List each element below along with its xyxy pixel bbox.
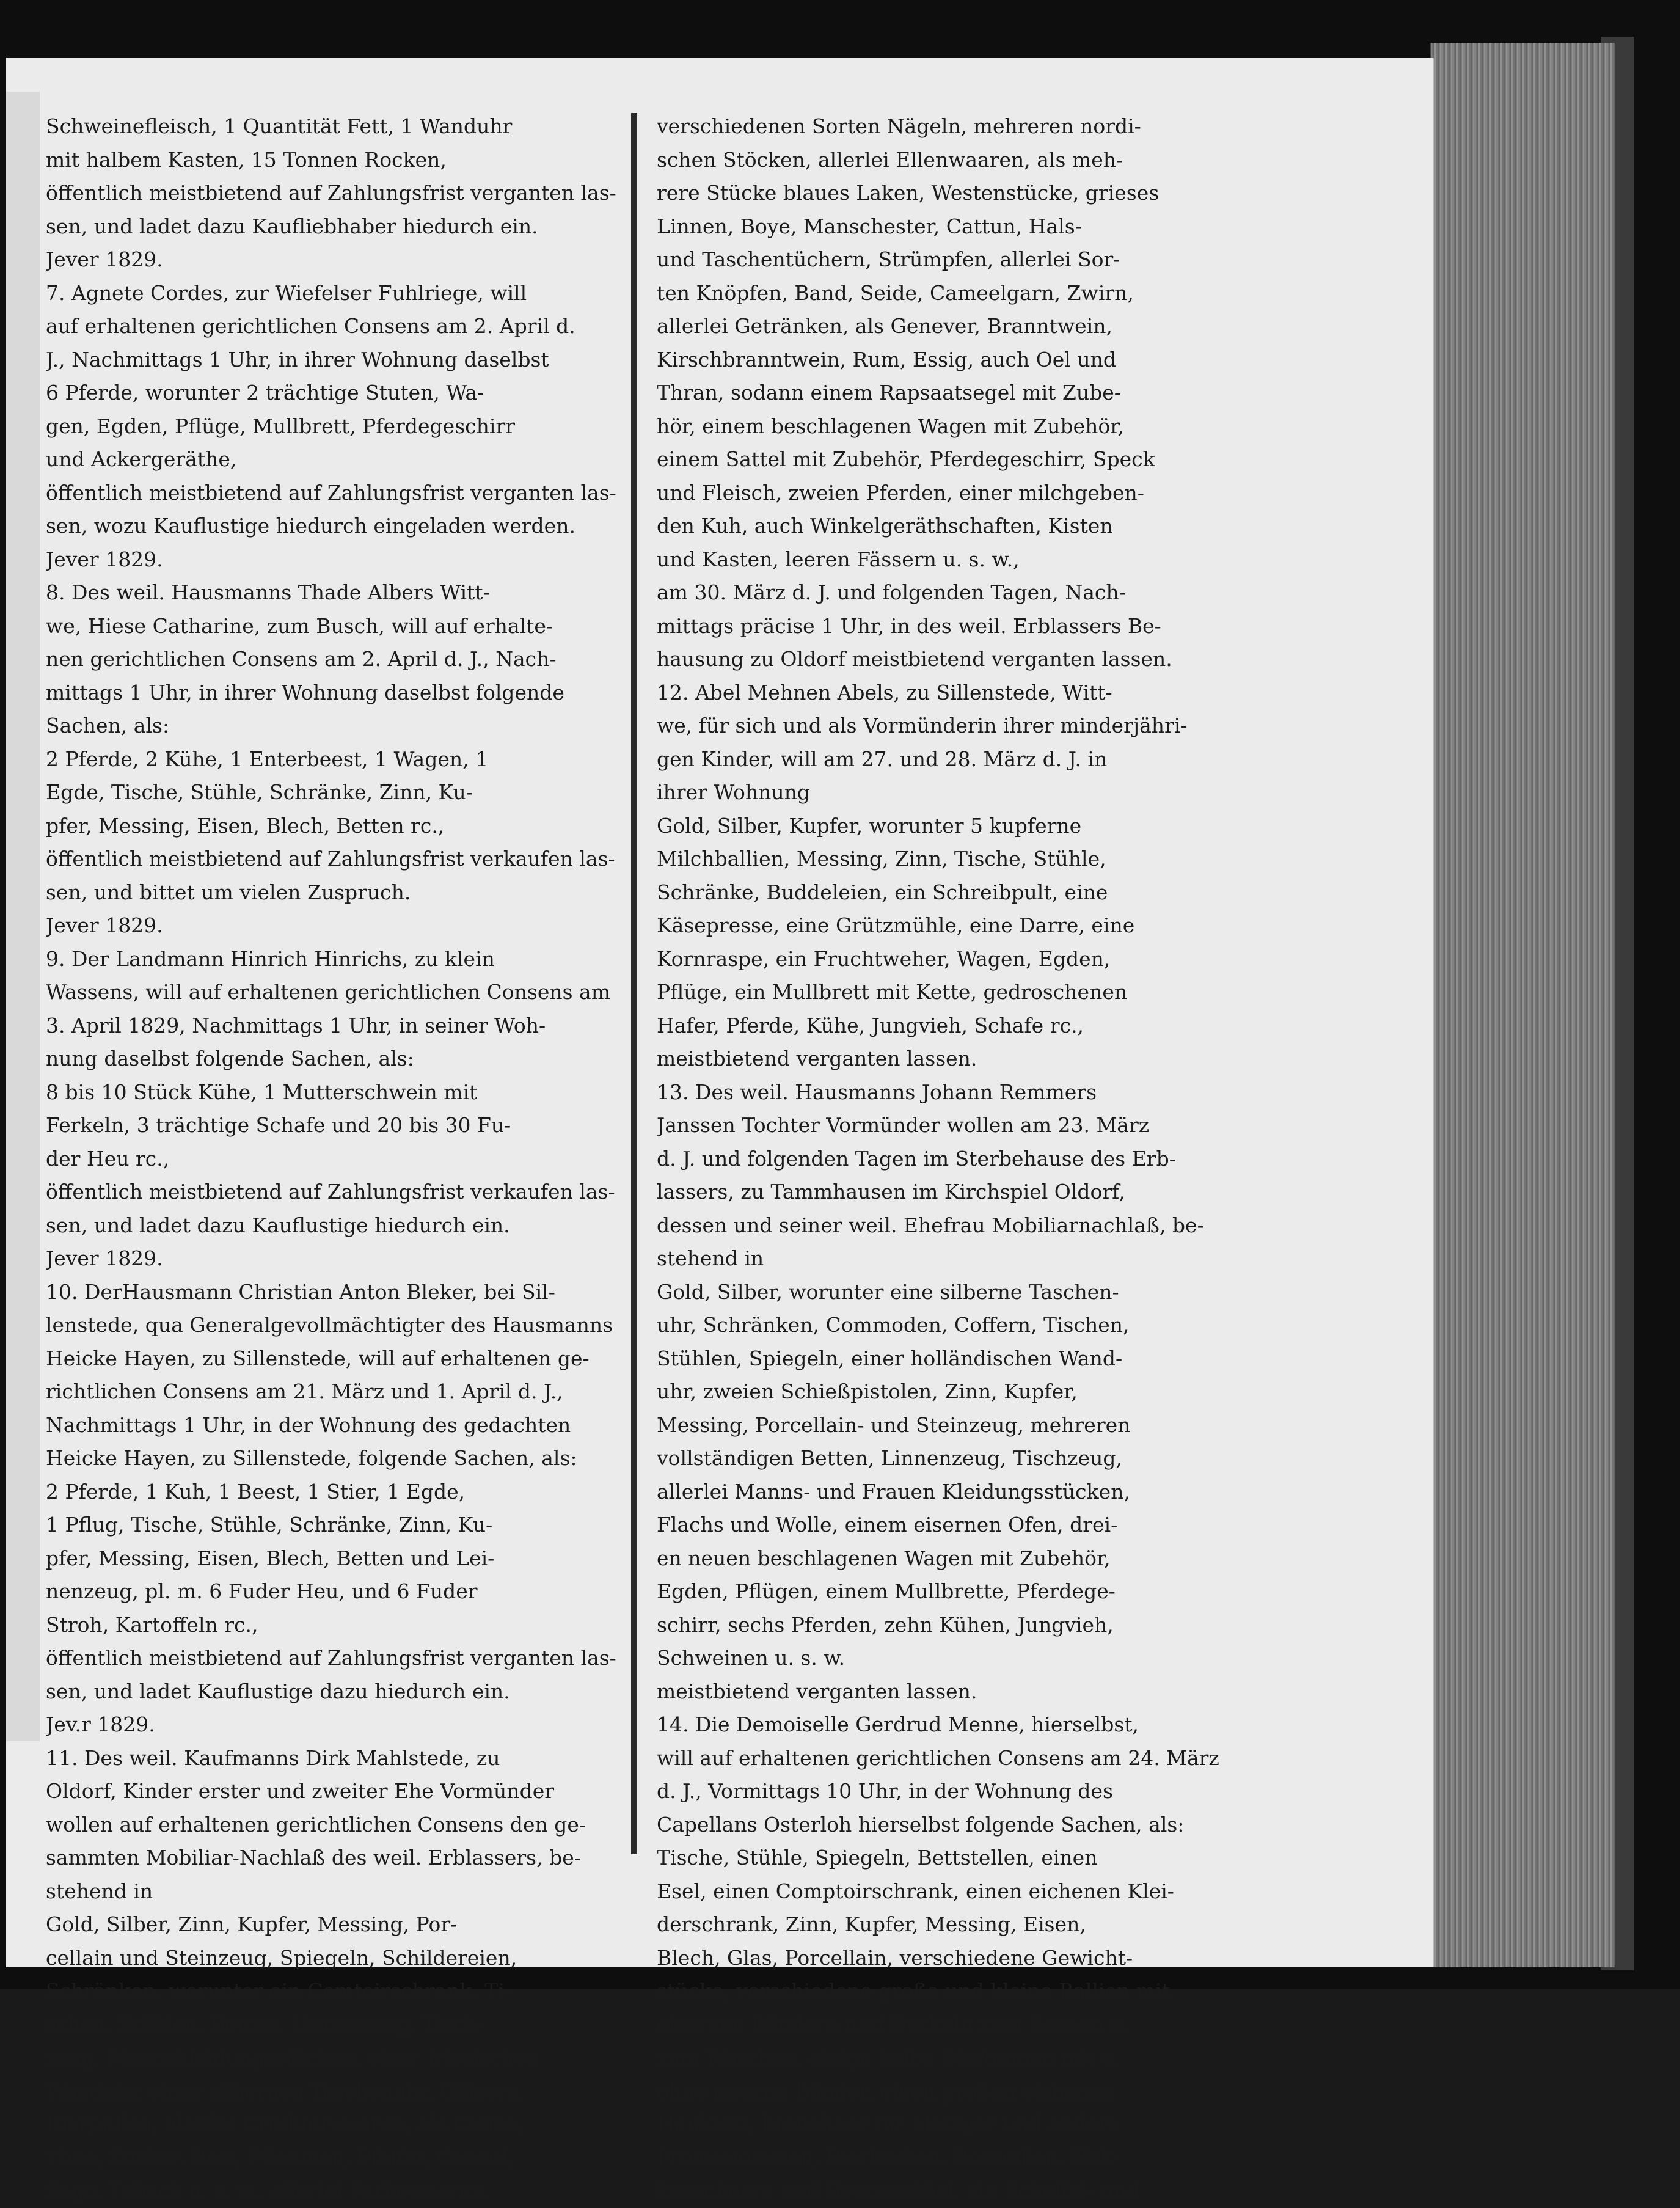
text-line: Nachmittags 1 Uhr, in der Wohnung des gedachten [46, 1413, 571, 1437]
text-line: stehend in [657, 1246, 764, 1270]
text-line: Kornraspe, ein Fruchtweher, Wagen, Egden, [657, 946, 1111, 971]
text-line: Linnen, Boye, Manschester, Cattun, Hals- [657, 214, 1082, 238]
text-line: ohne eiserne Bänder, einen großen eichenen [657, 2078, 1115, 2103]
text-line: Capellans Osterloh hierselbst folgende Sachen, als: [657, 1812, 1185, 1837]
text-line: mit halbem Kasten, 15 Tonnen Rocken, [46, 147, 447, 172]
text-line: 8. Des weil. Hausmanns Thade Albers Witt- [46, 580, 490, 604]
text-line: Kirschbranntwein, Rum, Essig, auch Oel und [657, 347, 1116, 371]
text-line: 1 Pflug, Tische, Stühle, Schränke, Zinn, Ku- [46, 1513, 493, 1537]
text-line: Egden, Pflügen, einem Mullbrette, Pferdege- [657, 1579, 1116, 1603]
text-line: dessen und seiner weil. Ehefrau Mobiliarnachlaß, be- [657, 1213, 1204, 1237]
text-line: Jev.r 1829. [46, 1713, 155, 1736]
text-line: we, für sich und als Vormünderin ihrer minderjähri- [657, 714, 1188, 737]
text-line: 7. Agnete Cordes, zur Wiefelser Fuhlriege, will [46, 280, 527, 305]
text-line: öffentlich meistbietend auf Zahlungsfrist verganten las- [46, 1646, 616, 1670]
text-line: und Taschentüchern, Strümpfen, allerlei Sor- [657, 247, 1120, 271]
text-line: 10. DerHausmann Christian Anton Bleker, bei Sil- [46, 1279, 555, 1304]
text-line: ten Knöpfen, Band, Seide, Cameelgarn, Zwirn, [657, 280, 1134, 305]
text-line: Gold, Silber, Kupfer, worunter 5 kupferne [657, 813, 1082, 838]
text-line: Thee, Zucker, Reis, Pflaumen, Pfeffer, Caneel, [46, 2145, 514, 2170]
text-line: Sachen, als: [46, 714, 170, 737]
text-line: einem Sattel mit Zubehör, Pferdegeschirr, Speck [657, 447, 1155, 471]
text-line: Tische, Stühle, Spiegeln, Bettstellen, einen [657, 1846, 1098, 1870]
text-line: Heicke Hayen, zu Sillenstede, will auf erhaltenen ge- [46, 1346, 590, 1370]
text-line: stehend in [46, 1879, 153, 1903]
text-line: Flachs und Wolle, einem eisernen Ofen, drei- [657, 1513, 1118, 1537]
text-line: kenscheere und Baummeißel, ein Scheffel- und [657, 2179, 1139, 2203]
text-line: pfer, Messing, Eisen, Blech, Betten und Lei- [46, 1546, 495, 1570]
text-line: Wanduhr, einer silbernen Taschenuhr, Gläsern, [46, 2078, 526, 2103]
text-line: sammten Mobiliar-Nachlaß des weil. Erblassers, be- [46, 1846, 581, 1870]
text-line: am 30. März d. J. und folgenden Tagen, Nach- [657, 580, 1126, 604]
text-line: Oldorf, Kinder erster und zweiter Ehe Vormünder [46, 1779, 554, 1803]
text-line: en neuen beschlagenen Wagen mit Zubehör, [657, 1546, 1111, 1570]
text-line: Bierpullen, allerlei Crüdinirwaaren, als Caffee, [46, 2112, 525, 2136]
text-line: Messing, Porcellain- und Steinzeug, mehreren [657, 1413, 1131, 1437]
text-line: sen, und ladet Kauflustige dazu hiedurch ein. [46, 1679, 510, 1703]
text-line: hausung zu Oldorf meistbietend verganten lassen. [657, 647, 1172, 671]
text-line: lenstede, qua Generalgevollmächtigter des Hausmanns [46, 1313, 613, 1337]
text-line: will auf erhaltenen gerichtlichen Consens am 24. März [657, 1746, 1219, 1770]
text-line: 6 Pferde, worunter 2 trächtige Stuten, Wa- [46, 381, 484, 404]
text-line: cellain und Steinzeug, Spiegeln, Schildereien, [46, 1945, 517, 1970]
text-line: öffentlich meistbietend auf Zahlungsfrist verganten las- [46, 181, 616, 205]
text-line: J., Nachmittags 1 Uhr, in ihrer Wohnung daselbst [46, 347, 549, 371]
text-line: Esel, einen Comptoirschrank, einen eichenen Klei- [657, 1879, 1174, 1903]
text-line: Gold, Silber, Zinn, Kupfer, Messing, Por- [46, 1912, 458, 1936]
text-line: uhr, zweien Schießpistolen, Zinn, Kupfer, [657, 1380, 1078, 1403]
text-line: schen Stöcken, allerlei Ellenwaaren, als meh- [657, 147, 1123, 172]
text-line: Gold, Silber, worunter eine silberne Taschen- [657, 1279, 1119, 1304]
text-line: Jever 1829. [46, 547, 163, 571]
text-line: Sago, Taback u. s. w., allerlei Farbewaaren, [46, 2179, 491, 2203]
text-line: zeug, Mannskleidungsstücken, einer friesischen [46, 2045, 539, 2069]
text-line: Blech, Glas, Porcellain, verschiedene Gewicht- [657, 1945, 1133, 1970]
text-line: mittags 1 Uhr, in ihrer Wohnung daselbst folgende [46, 680, 564, 704]
text-line: 3. April 1829, Nachmittags 1 Uhr, in seiner Woh- [46, 1013, 546, 1037]
text-line: d. J., Vormittags 10 Uhr, in der Wohnung des [657, 1779, 1113, 1803]
text-line: derschrank, Zinn, Kupfer, Messing, Eisen, [657, 1912, 1086, 1936]
text-line: gen Kinder, will am 27. und 28. März d. J. in [657, 747, 1108, 771]
text-line: 13. Des weil. Hausmanns Johann Remmers [657, 1080, 1097, 1104]
text-line: öffentlich meistbietend auf Zahlungsfrist verkaufen las- [46, 847, 615, 871]
text-line: wollen auf erhaltenen gerichtlichen Consens den ge- [46, 1812, 586, 1837]
text-line: rere Stücke blaues Laken, Westenstücke, grieses [657, 181, 1160, 205]
text-line: Pflüge, ein Mullbrett mit Kette, gedroschenen [657, 980, 1128, 1004]
text-line: auf erhaltenen gerichtlichen Consens am 2. April d. [46, 314, 575, 338]
text-line: meistbietend verganten lassen. [657, 1679, 977, 1703]
text-line: allerlei Getränken, als Genever, Branntwein, [657, 314, 1112, 338]
column-divider [631, 113, 637, 1854]
text-line: und Kasten, leeren Fässern u. s. w., [657, 547, 1020, 571]
text-line: pfer, Messing, Eisen, Blech, Betten rc., [46, 813, 445, 838]
text-line: der Heu rc., [46, 1146, 170, 1171]
text-line: 2 Pferde, 1 Kuh, 1 Beest, 1 Stier, 1 Egde, [46, 1479, 466, 1504]
text-line: 12. Abel Mehnen Abels, zu Sillenstede, Witt- [657, 680, 1112, 704]
text-line: Janssen Tochter Vormünder wollen am 23. März [657, 1113, 1150, 1137]
text-line: allerlei Manns- und Frauen Kleidungsstücken, [657, 1479, 1130, 1504]
text-line: Wassens, will auf erhaltenen gerichtlichen Consens am [46, 980, 610, 1004]
text-line: und Ackergeräthe, [46, 447, 237, 471]
text-line: nen gerichtlichen Consens am 2. April d. J., Nach- [46, 647, 557, 671]
text-line: Schweinen u. s. w. [657, 1646, 845, 1670]
text-line: hör, einem beschlagenen Wagen mit Zubehör, [657, 414, 1124, 438]
text-line: sen, und bittet um vielen Zuspruch. [46, 880, 411, 904]
text-line: gen, Egden, Pflüge, Mullbrett, Pferdegeschirr [46, 414, 515, 438]
text-line: Thran, sodann einem Rapsaatsegel mit Zube- [657, 381, 1121, 404]
text-line: sen, und ladet dazu Kauflustige hiedurch ein. [46, 1213, 510, 1237]
text-line: d. J. und folgenden Tagen im Sterbehause des Erb- [657, 1146, 1176, 1171]
text-line: 2 Pferde, 2 Kühe, 1 Enterbeest, 1 Wagen, 1 [46, 747, 489, 771]
text-line: Schweinefleisch, 1 Quantität Fett, 1 Wanduhr [46, 114, 513, 138]
text-line: 9. Der Landmann Hinrich Hinrichs, zu klein [46, 946, 495, 971]
right-column [657, 110, 1268, 2208]
text-line: sen, wozu Kauflustige hiedurch eingeladen werden. [46, 514, 575, 538]
text-line: Stühlen, Spiegeln, einer holländischen Wand- [657, 1346, 1123, 1370]
text-line: 14. Die Demoiselle Gerdrud Menne, hierselbst, [657, 1713, 1139, 1736]
text-line: vollständigen Betten, Linnenzeug, Tischzeug, [657, 1446, 1122, 1470]
text-line: uhr, Schränken, Commoden, Coffern, Tischen, [657, 1313, 1130, 1337]
page-edges [1430, 43, 1615, 1967]
text-line: zum Waschen, einige halbe Biertonnen mit u. [657, 2045, 1121, 2069]
text-line: Jever 1829. [46, 247, 163, 271]
text-line: lassers, zu Tammhausen im Kirchspiel Oldorf, [657, 1180, 1125, 1204]
text-line: Milchballien, Messing, Zinn, Tische, Stühle, [657, 847, 1106, 871]
text-line: Schränken, worunter ein Comtoirschrank, Ti- [46, 1979, 512, 2003]
text-line: schirr, sechs Pferden, zehn Kühen, Jungvieh, [657, 1612, 1114, 1637]
text-line: we, Hiese Catharine, zum Busch, will auf erhalte- [46, 613, 553, 638]
text-line: sen, und ladet dazu Kaufliebhaber hiedurch ein. [46, 214, 538, 238]
text-line: eisernen Bändern und Deckeln zum Brauen u. [657, 2012, 1130, 2036]
text-line: mittags präcise 1 Uhr, in des weil. Erblassers Be- [657, 613, 1161, 638]
text-line: Egde, Tische, Stühle, Schränke, Zinn, Ku- [46, 780, 473, 804]
text-line: richtlichen Consens am 21. März und 1. April d. J., [46, 1380, 563, 1403]
text-line: verschiedenen Sorten Nägeln, mehreren nordi- [657, 114, 1141, 138]
text-line: Jever 1829. [46, 1246, 163, 1270]
text-line: 8 bis 10 Stück Kühe, 1 Mutterschwein mit [46, 1080, 478, 1104]
previous-page-strip [6, 92, 40, 1741]
text-line: Hauklotz, brauchbar für Metzger und andere [657, 2112, 1120, 2136]
text-line: Jever 1829. [46, 913, 163, 937]
text-line: schen, Stühlen, Betten, Linnenzeug, Tisch- [46, 2012, 484, 2036]
text-line: Ferkeln, 3 trächtige Schafe und 20 bis 30 Fu- [46, 1113, 511, 1137]
text-line: stücke, verschiedene große und kleine Ballien mit [657, 1979, 1170, 2003]
text-line: 11. Des weil. Kaufmanns Dirk Mahlstede, zu [46, 1746, 500, 1770]
text-line: Professionisten, Bierkruken, Bouteillen, Hek- [657, 2145, 1120, 2170]
text-line: Käsepresse, eine Grützmühle, eine Darre, eine [657, 913, 1135, 937]
text-line: öffentlich meistbietend auf Zahlungsfrist verkaufen las- [46, 1180, 615, 1204]
text-line: nenzeug, pl. m. 6 Fuder Heu, und 6 Fuder [46, 1579, 478, 1603]
text-line: Stroh, Kartoffeln rc., [46, 1612, 258, 1637]
text-line: Schränke, Buddeleien, ein Schreibpult, eine [657, 880, 1108, 904]
text-line: ihrer Wohnung [657, 780, 811, 804]
left-column [46, 110, 657, 2208]
text-line: öffentlich meistbietend auf Zahlungsfrist verganten las- [46, 480, 616, 505]
text-line: Heicke Hayen, zu Sillenstede, folgende Sachen, als: [46, 1446, 577, 1470]
text-line: nung daselbst folgende Sachen, als: [46, 1047, 414, 1070]
text-line: den Kuh, auch Winkelgeräthschaften, Kisten [657, 514, 1113, 538]
text-line: Hafer, Pferde, Kühe, Jungvieh, Schafe rc., [657, 1013, 1084, 1037]
text-line: und Fleisch, zweien Pferden, einer milchgeben- [657, 480, 1144, 505]
text-line: meistbietend verganten lassen. [657, 1047, 977, 1070]
